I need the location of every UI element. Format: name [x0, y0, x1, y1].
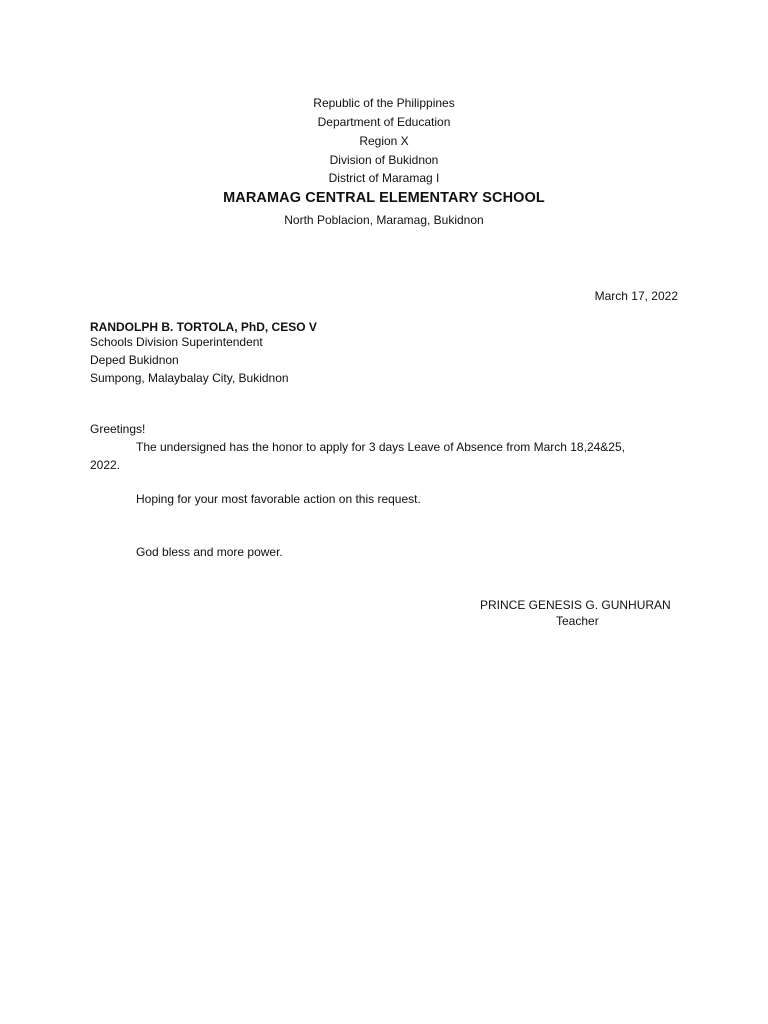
body-paragraph-3: God bless and more power. [136, 545, 283, 559]
recipient-name: RANDOLPH B. TORTOLA, PhD, CESO V [90, 320, 317, 334]
header-division: Division of Bukidnon [329, 153, 439, 167]
recipient-office: Deped Bukidnon [90, 353, 179, 367]
header-district: District of Maramag I [328, 171, 440, 185]
letter-date: March 17, 2022 [594, 289, 678, 303]
header-republic: Republic of the Philippines [313, 96, 455, 110]
signatory-position: Teacher [556, 614, 599, 628]
header-department: Department of Education [317, 115, 451, 129]
recipient-address: Sumpong, Malaybalay City, Bukidnon [90, 371, 289, 385]
body-paragraph-1-line-2: 2022. [90, 458, 121, 472]
header-region: Region X [359, 134, 409, 148]
body-paragraph-2: Hoping for your most favorable action on this request. [136, 492, 421, 506]
signatory-name: PRINCE GENESIS G. GUNHURAN [480, 598, 671, 612]
salutation: Greetings! [90, 422, 146, 436]
school-address: North Poblacion, Maramag, Bukidnon [284, 213, 484, 227]
recipient-title: Schools Division Superintendent [90, 335, 263, 349]
school-name: MARAMAG CENTRAL ELEMENTARY SCHOOL [223, 190, 545, 206]
body-paragraph-1-line-1: The undersigned has the honor to apply for 3 days Leave of Absence from March 18,24&25, [136, 440, 625, 454]
